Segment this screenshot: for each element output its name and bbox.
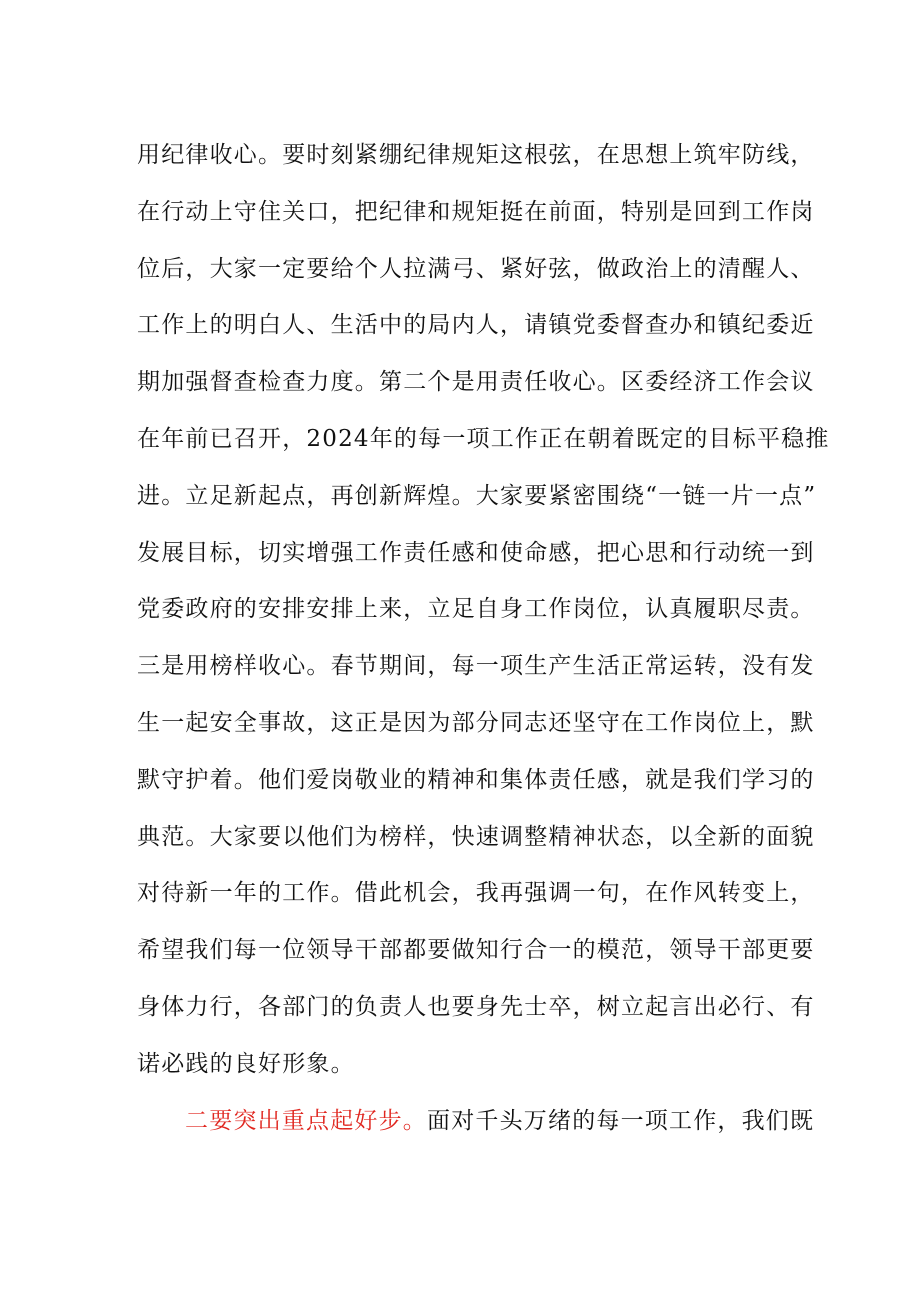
text-line: 三是用榜样收心。春节期间，每一项生产生活正常运转，没有发	[137, 653, 815, 680]
text-line: 位后，大家一定要给个人拉满弓、紧好弦，做政治上的清醒人、	[137, 255, 815, 282]
text-line: 工作上的明白人、生活中的局内人，请镇党委督查办和镇纪委近	[137, 312, 815, 339]
body-text	[137, 127, 830, 1149]
paragraph-start-line	[137, 1093, 815, 1150]
text-line: 党委政府的安排安排上来，立足自身工作岗位，认真履职尽责。	[137, 596, 815, 623]
text-line: 在年前已召开，2024年的每一项工作正在朝着既定的目标平稳推	[137, 425, 830, 452]
text-line: 默守护着。他们爱岗敬业的精神和集体责任感，就是我们学习的	[137, 766, 815, 793]
text-line: 典范。大家要以他们为榜样，快速调整精神状态，以全新的面貌	[137, 823, 815, 850]
text-line: 希望我们每一位领导干部都要做知行合一的模范，领导干部更要	[137, 937, 815, 964]
text-line: 用纪律收心。要时刻紧绷纪律规矩这根弦，在思想上筑牢防线，	[137, 142, 815, 168]
section-heading: 二要突出重点起好步。	[185, 1107, 427, 1134]
text-line: 进。立足新起点，再创新辉煌。大家要紧密围绕“一链一片一点”	[137, 482, 817, 509]
text-line: 在行动上守住关口，把纪律和规矩挺在前面，特别是回到工作岗	[137, 198, 815, 225]
section-text: 面对千头万绪的每一项工作，我们既	[427, 1107, 815, 1134]
text-line: 身体力行，各部门的负责人也要身先士卒，树立起言出必行、有	[137, 993, 815, 1020]
text-line: 生一起安全事故，这正是因为部分同志还坚守在工作岗位上，默	[137, 709, 815, 736]
text-line: 发展目标，切实增强工作责任感和使命感，把心思和行动统一到	[137, 539, 815, 566]
text-line: 期加强督查检查力度。第二个是用责任收心。区委经济工作会议	[137, 369, 815, 396]
text-line: 诺必践的良好形象。	[137, 1050, 355, 1077]
text-line: 对待新一年的工作。借此机会，我再强调一句，在作风转变上，	[137, 880, 815, 907]
